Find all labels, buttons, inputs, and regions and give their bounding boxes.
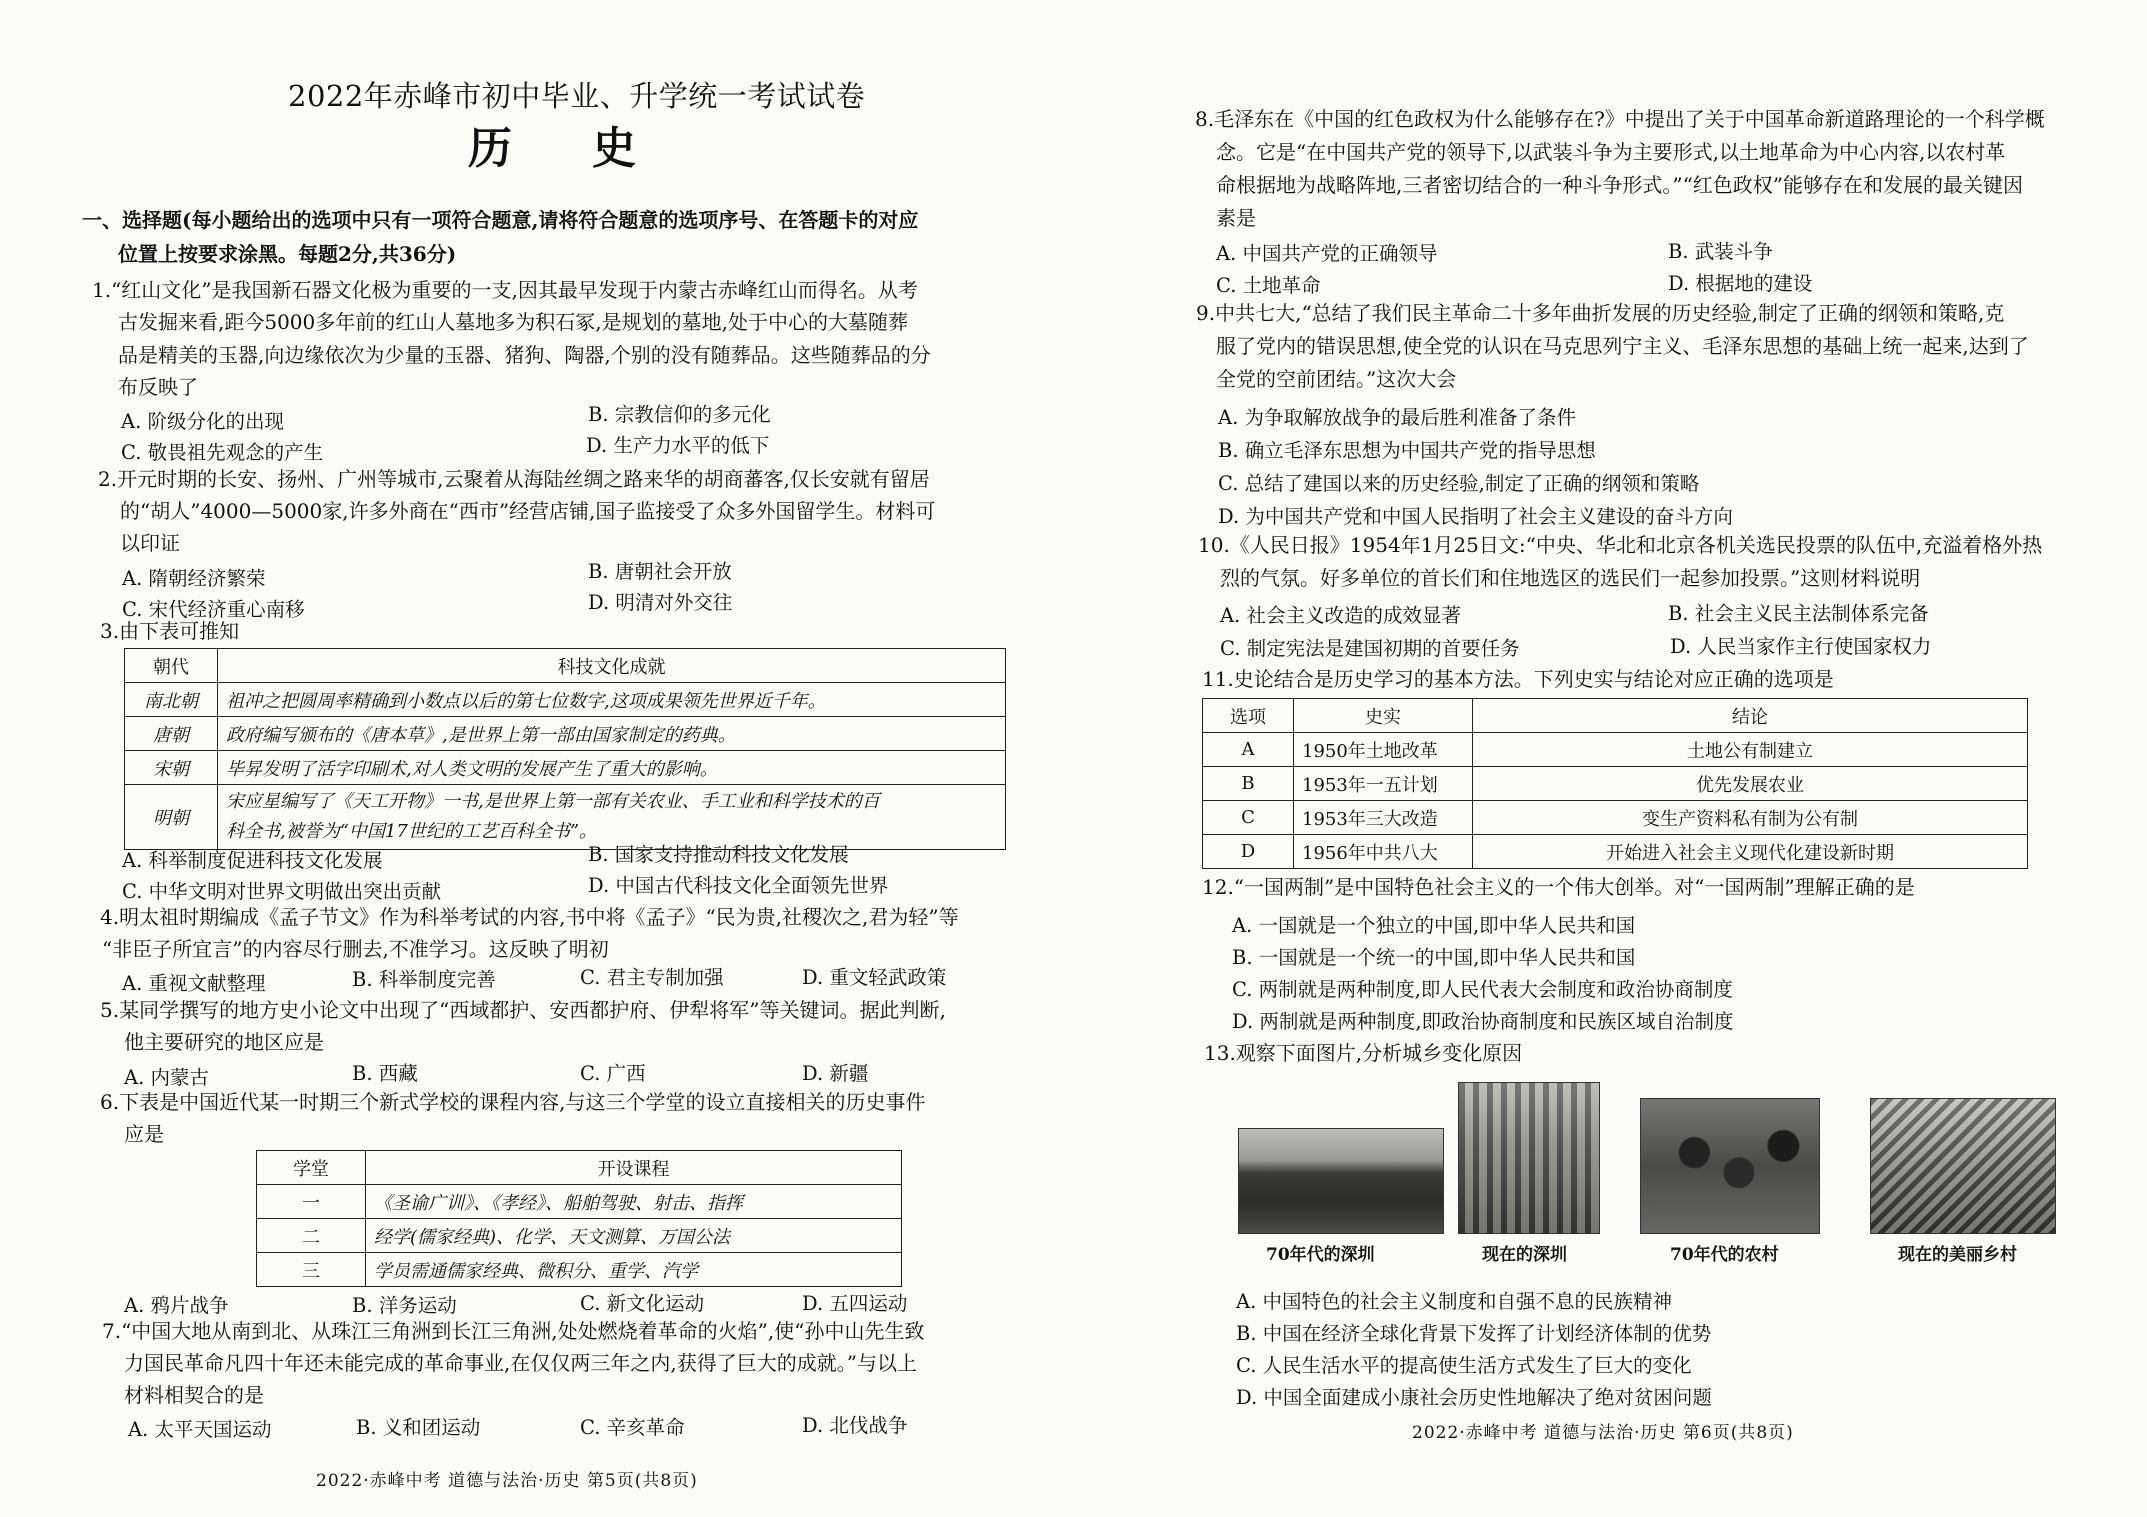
table-row xyxy=(257,1219,902,1253)
table-cell: 南北朝 xyxy=(125,683,218,717)
option-d: D. 两制就是两种制度,即政治协商制度和民族区域自治制度 xyxy=(1232,1010,1734,1033)
question-text: “非臣子所宜言”的内容尽行删去,不准学习。这反映了明初 xyxy=(102,937,609,961)
option-c: C. 君主专制加强 xyxy=(580,966,724,989)
table-header-row xyxy=(257,1151,902,1185)
question-text: 2.开元时期的长安、扬州、广州等城市,云聚着从海陆丝绸之路来华的胡商蕃客,仅长安就有留居 xyxy=(98,467,930,491)
table-header-row xyxy=(1203,699,2028,733)
question-text: 古发掘来看,距今5000多年前的红山人墓地多为积石冢,是规划的墓地,处于中心的大墓随葬 xyxy=(118,310,908,334)
option-a: A. 太平天国运动 xyxy=(128,1418,272,1441)
option-d: D. 生产力水平的低下 xyxy=(586,434,770,457)
page-footer: 2022·赤峰中考 道德与法治·历史 第5页(共8页) xyxy=(316,1471,698,1491)
option-b: B. 社会主义民主法制体系完备 xyxy=(1668,602,1929,625)
table-row xyxy=(125,751,1006,785)
question-text: 应是 xyxy=(124,1122,164,1146)
table-header: 开设课程 xyxy=(366,1151,902,1185)
table-row xyxy=(257,1185,902,1219)
table-row xyxy=(1203,767,2028,801)
table-cell: 学员需通儒家经典、微积分、重学、汽学 xyxy=(366,1253,902,1287)
photo-village-now xyxy=(1870,1098,2056,1234)
table-header-row xyxy=(125,649,1006,683)
option-d: D. 根据地的建设 xyxy=(1668,272,1813,295)
exam-title: 2022年赤峰市初中毕业、升学统一考试试卷 xyxy=(288,79,866,113)
table-cell: 优先发展农业 xyxy=(1473,767,2028,801)
table-cell: 明朝 xyxy=(125,785,218,850)
option-a: A. 中国共产党的正确领导 xyxy=(1216,242,1438,265)
right-page xyxy=(1090,0,2147,1517)
question-text: 全党的空前团结。”这次大会 xyxy=(1216,367,1457,391)
option-c: C. 广西 xyxy=(580,1062,646,1085)
option-b: B. 科举制度完善 xyxy=(352,968,496,991)
question-text: 9.中共七大,“总结了我们民主革命二十多年曲折发展的历史经验,制定了正确的纲领和策略,克 xyxy=(1196,301,2005,325)
option-c: C. 宋代经济重心南移 xyxy=(122,598,305,621)
table-row xyxy=(125,683,1006,717)
question-text: 念。它是“在中国共产党的领导下,以武装斗争为主要形式,以土地革命为中心内容,以农村革 xyxy=(1216,140,2006,164)
option-b: B. 确立毛泽东思想为中国共产党的指导思想 xyxy=(1218,439,1596,462)
question-text: 素是 xyxy=(1216,206,1256,230)
table-header: 朝代 xyxy=(125,649,218,683)
option-a: A. 隋朝经济繁荣 xyxy=(122,567,266,590)
question-text: 服了党内的错误思想,使全党的认识在马克思列宁主义、毛泽东思想的基础上统一起来,达到了 xyxy=(1216,334,2029,358)
option-d: D. 北伐战争 xyxy=(802,1414,908,1437)
option-a: A. 社会主义改造的成效显著 xyxy=(1220,604,1461,627)
question-text: 烈的气氛。好多单位的首长们和住地选区的选民们一起参加投票。”这则材料说明 xyxy=(1220,566,1921,590)
table-cell: B xyxy=(1203,767,1294,801)
table-cell: 唐朝 xyxy=(125,717,218,751)
table-row xyxy=(125,717,1006,751)
table-row xyxy=(1203,733,2028,767)
option-b: B. 宗教信仰的多元化 xyxy=(588,403,771,426)
option-b: B. 一国就是一个统一的中国,即中华人民共和国 xyxy=(1232,946,1636,969)
option-a: A. 重视文献整理 xyxy=(122,972,266,995)
page-footer: 2022·赤峰中考 道德与法治·历史 第6页(共8页) xyxy=(1412,1423,1794,1443)
table-cell: 1950年土地改革 xyxy=(1294,733,1473,767)
table-cell: 一 xyxy=(257,1185,366,1219)
option-d: D. 五四运动 xyxy=(802,1292,908,1315)
achievements-table xyxy=(124,648,1006,850)
option-c: C. 新文化运动 xyxy=(580,1292,705,1315)
table-cell: 《圣谕广训》、《孝经》、船舶驾驶、射击、指挥 xyxy=(366,1185,902,1219)
table-row xyxy=(257,1253,902,1287)
table-cell: 变生产资料私有制为公有制 xyxy=(1473,801,2028,835)
question-text: 1.“红山文化”是我国新石器文化极为重要的一支,因其最早发现于内蒙古赤峰红山而得名。从考 xyxy=(92,278,918,302)
table-cell: 1956年中共八大 xyxy=(1294,835,1473,869)
option-b: B. 中国在经济全球化背景下发挥了计划经济体制的优势 xyxy=(1236,1322,1712,1345)
option-c: C. 两制就是两种制度,即人民代表大会制度和政治协商制度 xyxy=(1232,978,1733,1001)
photo-caption: 现在的深圳 xyxy=(1482,1245,1567,1265)
option-c: C. 中华文明对世界文明做出突出贡献 xyxy=(122,880,442,903)
photo-village-1970s xyxy=(1640,1098,1820,1234)
photo-caption: 70年代的农村 xyxy=(1670,1245,1779,1265)
question-text: 材料相契合的是 xyxy=(124,1383,264,1407)
table-cell-line: 科全书,被誉为“中国17世纪的工艺百科全书”。 xyxy=(226,821,598,842)
option-a: A. 一国就是一个独立的中国,即中华人民共和国 xyxy=(1232,914,1636,937)
table-cell: 经学(儒家经典)、化学、天文测算、万国公法 xyxy=(366,1219,902,1253)
question-text: 布反映了 xyxy=(118,375,198,399)
option-d: D. 为中国共产党和中国人民指明了社会主义建设的奋斗方向 xyxy=(1218,505,1733,528)
question-text: 4.明太祖时期编成《孟子节文》作为科举考试的内容,书中将《孟子》“民为贵,社稷次之,君为轻”等 xyxy=(100,905,959,929)
question-text: 的“胡人”4000—5000家,许多外商在“西市”经营店铺,国子监接受了众多外国留学生。材料可 xyxy=(120,499,936,523)
table-cell: 二 xyxy=(257,1219,366,1253)
option-a: A. 内蒙古 xyxy=(124,1066,209,1089)
question-text: 品是精美的玉器,向边缘依次为少量的玉器、猪狗、陶器,个别的没有随葬品。这些随葬品的分 xyxy=(118,343,931,367)
option-c: C. 辛亥革命 xyxy=(580,1416,685,1439)
table-cell: 宋朝 xyxy=(125,751,218,785)
question-text: 11.史论结合是历史学习的基本方法。下列史实与结论对应正确的选项是 xyxy=(1202,667,1834,691)
history-facts-table xyxy=(1202,698,2028,869)
option-a: A. 阶级分化的出现 xyxy=(121,410,284,433)
photo-caption: 70年代的深圳 xyxy=(1266,1245,1375,1265)
table-cell: 毕昇发明了活字印刷术,对人类文明的发展产生了重大的影响。 xyxy=(218,751,1006,785)
left-page xyxy=(0,0,1070,1517)
question-text: 7.“中国大地从南到北、从珠江三角洲到长江三角洲,处处燃烧着革命的火焰”,使“孙中山先生致 xyxy=(102,1319,925,1343)
table-header: 学堂 xyxy=(257,1151,366,1185)
photo-shenzhen-1970s xyxy=(1238,1128,1444,1234)
table-cell: D xyxy=(1203,835,1294,869)
table-cell: 开始进入社会主义现代化建设新时期 xyxy=(1473,835,2028,869)
question-text: 以印证 xyxy=(120,531,180,555)
table-cell: 祖冲之把圆周率精确到小数点以后的第七位数字,这项成果领先世界近千年。 xyxy=(218,683,1006,717)
table-header: 结论 xyxy=(1473,699,2028,733)
question-text: 10.《人民日报》1954年1月25日文:“中央、华北和北京各机关选民投票的队伍中,充溢着格外热 xyxy=(1198,533,2043,557)
question-text: 6.下表是中国近代某一时期三个新式学校的课程内容,与这三个学堂的设立直接相关的历史事件 xyxy=(100,1090,926,1114)
table-header: 史实 xyxy=(1294,699,1473,733)
option-a: A. 为争取解放战争的最后胜利准备了条件 xyxy=(1218,406,1576,429)
option-b: B. 唐朝社会开放 xyxy=(588,560,732,583)
option-a: A. 科举制度促进科技文化发展 xyxy=(122,849,383,872)
photo-shenzhen-now xyxy=(1458,1082,1600,1234)
option-b: B. 国家支持推动科技文化发展 xyxy=(588,843,849,866)
table-cell: A xyxy=(1203,733,1294,767)
option-d: D. 重文轻武政策 xyxy=(802,966,947,989)
option-d: D. 中国全面建成小康社会历史性地解决了绝对贫困问题 xyxy=(1236,1386,1712,1409)
option-b: B. 洋务运动 xyxy=(352,1294,457,1317)
option-b: B. 西藏 xyxy=(352,1062,418,1085)
question-text: 8.毛泽东在《中国的红色政权为什么能够存在?》中提出了关于中国革命新道路理论的一个科学概 xyxy=(1195,107,2045,131)
section-instructions-line1: 一、选择题(每小题给出的选项中只有一项符合题意,请将符合题意的选项序号、在答题卡的对应 xyxy=(82,208,919,232)
subject-title: 历史 xyxy=(468,123,716,174)
question-text: 他主要研究的地区应是 xyxy=(124,1030,324,1054)
question-text: 3.由下表可推知 xyxy=(100,619,240,643)
section-instructions-line2: 位置上按要求涂黑。每题2分,共36分) xyxy=(118,242,457,266)
option-a: A. 中国特色的社会主义制度和自强不息的民族精神 xyxy=(1236,1290,1672,1313)
option-a: A. 鸦片战争 xyxy=(124,1294,229,1317)
table-cell: 土地公有制建立 xyxy=(1473,733,2028,767)
option-d: D. 明清对外交往 xyxy=(588,591,733,614)
question-text: 12.“一国两制”是中国特色社会主义的一个伟大创举。对“一国两制”理解正确的是 xyxy=(1202,875,1915,899)
option-d: D. 中国古代科技文化全面领先世界 xyxy=(588,874,889,897)
table-header: 科技文化成就 xyxy=(218,649,1006,683)
question-text: 5.某同学撰写的地方史小论文中出现了“西域都护、安西都护府、伊犁将军”等关键词。据此判断, xyxy=(100,998,946,1022)
question-text: 力国民革命凡四十年还未能完成的革命事业,在仅仅两三年之内,获得了巨大的成就。”与以上 xyxy=(124,1351,917,1375)
table-cell-line: 宋应星编写了《天工开物》一书,是世界上第一部有关农业、手工业和科学技术的百 xyxy=(226,791,880,812)
option-d: D. 新疆 xyxy=(802,1062,869,1085)
photo-caption: 现在的美丽乡村 xyxy=(1898,1245,2017,1265)
table-cell: 三 xyxy=(257,1253,366,1287)
table-cell: 政府编写颁布的《唐本草》,是世界上第一部由国家制定的药典。 xyxy=(218,717,1006,751)
option-c: C. 制定宪法是建国初期的首要任务 xyxy=(1220,637,1520,660)
option-d: D. 人民当家作主行使国家权力 xyxy=(1670,635,1932,658)
table-header: 选项 xyxy=(1203,699,1294,733)
question-text: 13.观察下面图片,分析城乡变化原因 xyxy=(1204,1041,1523,1065)
table-cell: 1953年一五计划 xyxy=(1294,767,1473,801)
question-text: 命根据地为战略阵地,三者密切结合的一种斗争形式。”“红色政权”能够存在和发展的最关键因 xyxy=(1216,173,2024,197)
table-cell: 1953年三大改造 xyxy=(1294,801,1473,835)
option-b: B. 义和团运动 xyxy=(356,1416,481,1439)
option-c: C. 敬畏祖先观念的产生 xyxy=(121,441,324,464)
table-cell: C xyxy=(1203,801,1294,835)
schools-table xyxy=(256,1150,902,1287)
option-b: B. 武装斗争 xyxy=(1668,240,1773,263)
table-row xyxy=(1203,801,2028,835)
table-row xyxy=(1203,835,2028,869)
table-row xyxy=(125,785,1006,850)
option-c: C. 总结了建国以来的历史经验,制定了正确的纲领和策略 xyxy=(1218,472,1700,495)
option-c: C. 人民生活水平的提高使生活方式发生了巨大的变化 xyxy=(1236,1354,1692,1377)
option-c: C. 土地革命 xyxy=(1216,274,1321,297)
